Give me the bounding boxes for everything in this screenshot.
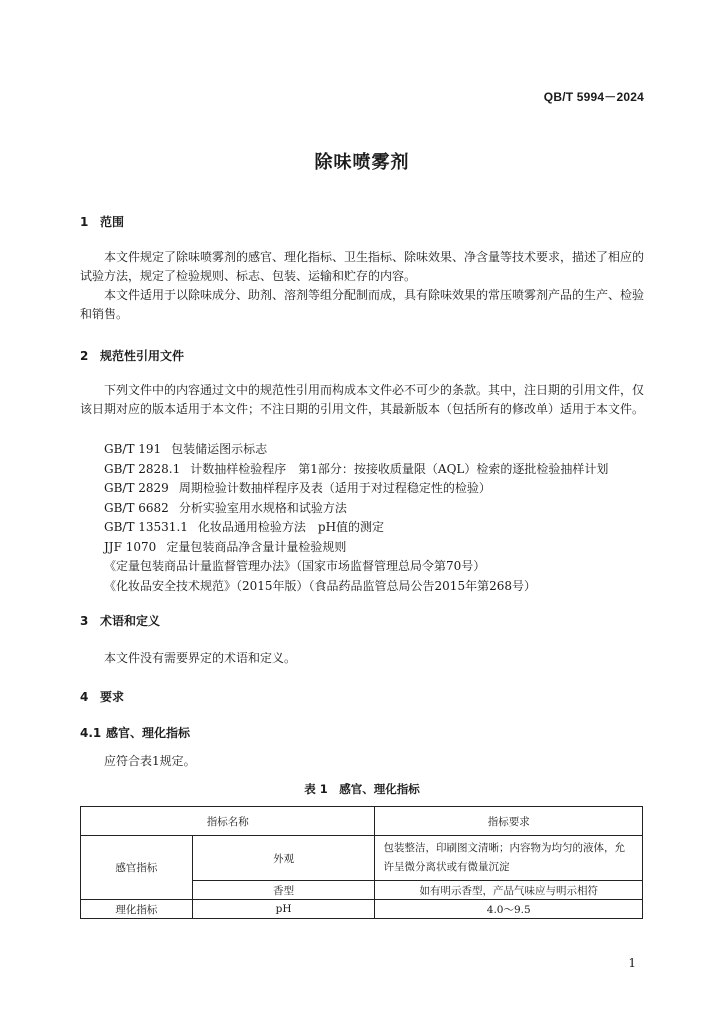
requirement-cell: 4.0～9.5 [375, 900, 643, 919]
requirement-cell: 包装整洁，印刷图文清晰；内容物为均匀的液体，允许呈微分离状或有微量沉淀 [375, 836, 643, 881]
table-row [81, 836, 643, 881]
section-number: 4.1 [80, 726, 102, 740]
header-cell: 指标要求 [375, 807, 643, 836]
section-2-intro [80, 381, 644, 419]
section-title: 感官、理化指标 [106, 726, 191, 740]
standard-code: QB/T 5994－2024 [543, 90, 644, 104]
reference-list [104, 440, 608, 596]
section-title: 规范性引用文件 [100, 349, 185, 363]
section-3-body: 本文件没有需要界定的术语和定义。 [104, 651, 297, 665]
table-header-row [81, 807, 643, 836]
reference-code: JJF 1070 [104, 539, 157, 554]
reference-name: 分析实验室用水规格和试验方法 [178, 500, 347, 515]
group-cell: 理化指标 [81, 900, 193, 919]
section-1-heading [80, 213, 124, 230]
reference-code: GB/T 6682 [104, 500, 169, 515]
reference-item [104, 460, 608, 480]
section-number: 3 [80, 614, 89, 628]
reference-name: 定量包装商品净含量计量检验规则 [166, 539, 347, 554]
paragraph: 下列文件中的内容通过文中的规范性引用而构成本文件必不可少的条款。其中，注日期的引用文件，仅该日期对应的版本适用于本文件；不注日期的引用文件，其最新版本（包括所有的修改单）适用于本文件。 [80, 383, 645, 416]
group-cell: 感官指标 [81, 836, 193, 900]
regulation-item: 《定量包装商品计量监督管理办法》（国家市场监督管理总局令第70号） [104, 559, 486, 573]
reference-name: 周期检验计数抽样程序及表（适用于对过程稳定性的检验） [178, 481, 491, 495]
page-number: 1 [628, 956, 636, 970]
reference-item [104, 479, 608, 499]
reference-name: 包装储运图示标志 [171, 442, 268, 456]
item-cell: 香型 [192, 881, 375, 900]
table-row [81, 900, 643, 919]
reference-name: 化妆品通用检验方法 pH值的测定 [197, 520, 385, 534]
item-cell: 外观 [192, 836, 375, 881]
reference-name: 计数抽样检验程序 第1部分：按接收质量限（AQL）检索的逐批检验抽样计划 [190, 461, 609, 476]
reference-item [104, 518, 608, 538]
paragraph: 本文件适用于以除味成分、助剂、溶剂等组分配制而成，具有除味效果的常压喷雾剂产品的生产、检验和销售。 [80, 288, 645, 321]
section-title: 范围 [100, 215, 125, 229]
section-number: 1 [80, 215, 89, 229]
section-title: 要求 [100, 690, 125, 704]
section-2-heading [80, 347, 184, 364]
section-number: 2 [80, 349, 89, 363]
regulation-item: 《化妆品安全技术规范》（2015年版）（食品药品监管总局公告2015年第268号） [104, 578, 536, 593]
requirement-cell: 如有明示香型，产品气味应与明示相符 [375, 881, 643, 900]
requirements-table [80, 806, 643, 919]
reference-code: GB/T 191 [104, 442, 162, 456]
reference-code: GB/T 2829 [104, 481, 169, 495]
reference-item [104, 538, 608, 558]
section-title: 术语和定义 [100, 614, 161, 628]
reference-item [104, 499, 608, 519]
section-1-body [80, 248, 644, 324]
section-4-heading [80, 688, 124, 705]
paragraph: 本文件规定了除味喷雾剂的感官、理化指标、卫生指标、除味效果、净含量等技术要求，描述了相应的试验方法，规定了检验规则、标志、包装、运输和贮存的内容。 [80, 250, 645, 283]
section-4-1-body: 应符合表1规定。 [104, 754, 196, 768]
section-3-heading [80, 612, 160, 629]
reference-code: GB/T 13531.1 [104, 520, 188, 534]
section-number: 4 [80, 690, 89, 704]
header-cell: 指标名称 [81, 807, 375, 836]
section-4-1-heading [80, 724, 190, 741]
document-title: 除味喷雾剂 [314, 152, 410, 173]
item-cell: pH [192, 900, 375, 919]
reference-code: GB/T 2828.1 [104, 461, 181, 476]
reference-item [104, 440, 608, 460]
table-caption: 表 1 感官、理化指标 [304, 782, 420, 796]
